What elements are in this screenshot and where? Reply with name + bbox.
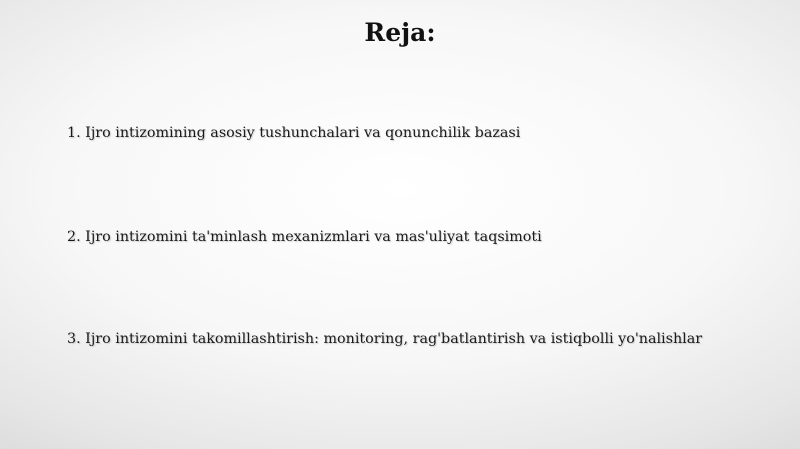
- agenda-item-2: 2. Ijro intizomini ta'minlash mexanizmlari va mas'uliyat taqsimoti: [67, 229, 542, 245]
- agenda-item-3: 3. Ijro intizomini takomillashtirish: monitoring, rag'batlantirish va istiqbolli yo'nalishlar: [67, 331, 703, 347]
- slide-title: Reja:: [364, 18, 436, 47]
- agenda-item-1: 1. Ijro intizomining asosiy tushunchalari va qonunchilik bazasi: [67, 125, 521, 141]
